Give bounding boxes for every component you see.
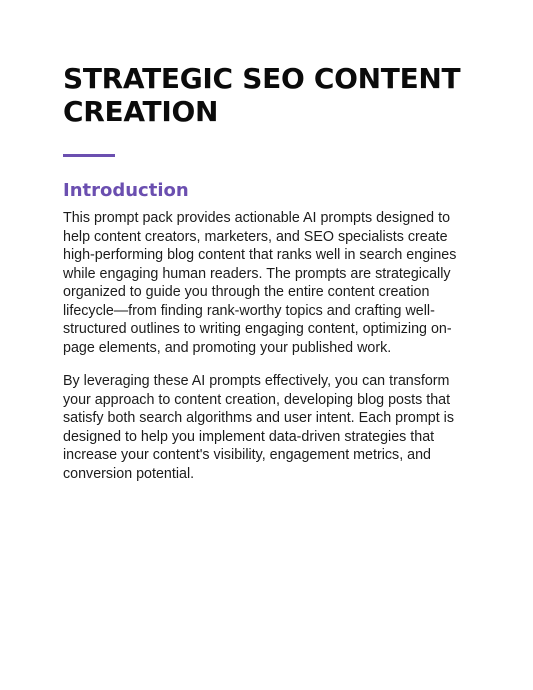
section-heading: Introduction	[63, 180, 189, 201]
document-title: STRATEGIC SEO CONTENT CREATION	[63, 62, 461, 128]
intro-paragraph-1: This prompt pack provides actionable AI prompts designed to help content creators, marketers, and SEO specialists create high-performing blog content that ranks well in search engines while engaging human readers. The prompts are strategically organized to guide you through the entire content creation lifecycle—from finding rank-worthy topics and crafting well-structured outlines to writing engaging content, optimizing on-page elements, and promoting your published work.	[63, 210, 457, 356]
title-divider	[63, 154, 115, 157]
intro-paragraph-2: By leveraging these AI prompts effectively, you can transform your approach to content creation, developing blog posts that satisfy both search algorithms and user intent. Each prompt is designed to help you implement data-driven strategies that increase your content's visibility, engagement metrics, and conversion potential.	[63, 373, 454, 482]
